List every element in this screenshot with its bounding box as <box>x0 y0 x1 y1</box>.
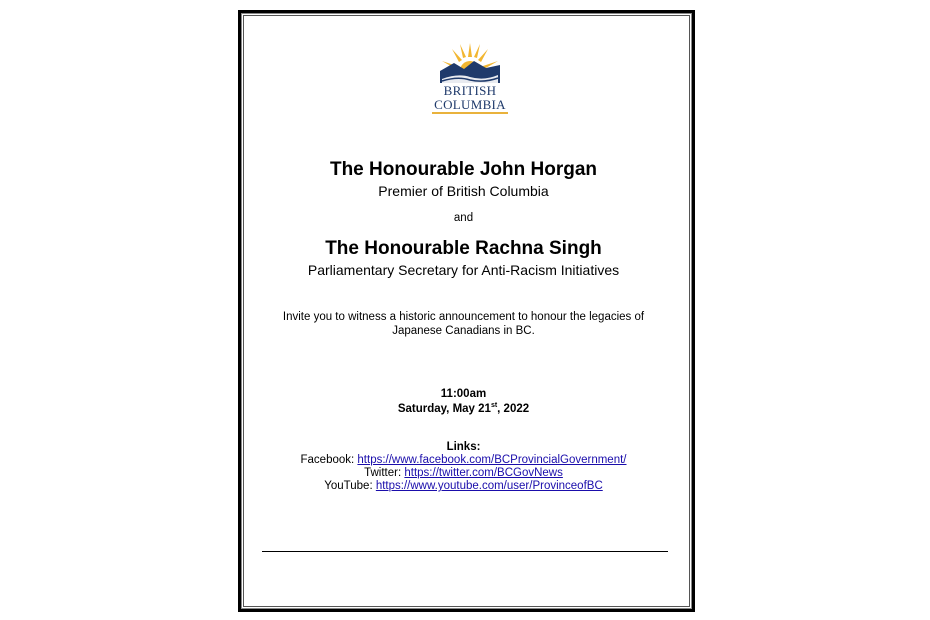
logo-wordmark <box>420 84 520 112</box>
sun-mountain-icon <box>438 41 502 85</box>
twitter-link[interactable]: https://twitter.com/BCGovNews <box>404 467 563 479</box>
invite-line-1: Invite you to witness a historic announcement to honour the legacies of <box>282 311 645 323</box>
subtitle-premier: Premier of British Columbia <box>378 183 549 199</box>
title-rachna-singh: The Honourable Rachna Singh <box>325 238 602 259</box>
invite-line-2: Japanese Canadians in BC. <box>392 325 535 337</box>
title-john-horgan: The Honourable John Horgan <box>329 159 598 180</box>
logo-line2: COLUMBIA <box>434 97 506 112</box>
youtube-line <box>241 480 686 492</box>
youtube-label: YouTube: <box>324 480 376 492</box>
logo-line1: BRITISH <box>443 83 497 98</box>
twitter-line <box>241 467 686 479</box>
facebook-line <box>241 454 686 466</box>
twitter-label: Twitter: <box>364 467 405 479</box>
date-superscript: st <box>490 402 498 409</box>
footer-divider <box>262 551 668 552</box>
date-prefix: Saturday, May 21 <box>397 402 491 415</box>
youtube-link[interactable]: https://www.youtube.com/user/ProvinceofBC <box>375 480 603 492</box>
date-suffix: , 2022 <box>497 402 530 415</box>
links-heading: Links: <box>446 441 481 453</box>
event-time: 11:00am <box>440 388 487 400</box>
facebook-label: Facebook: <box>300 454 358 466</box>
facebook-link[interactable]: https://www.facebook.com/BCProvincialGovernment/ <box>357 454 627 466</box>
subtitle-parliamentary-secretary: Parliamentary Secretary for Anti-Racism Initiatives <box>307 262 620 278</box>
and-text: and <box>453 212 474 224</box>
logo-underline <box>432 112 508 114</box>
event-date <box>241 402 686 415</box>
